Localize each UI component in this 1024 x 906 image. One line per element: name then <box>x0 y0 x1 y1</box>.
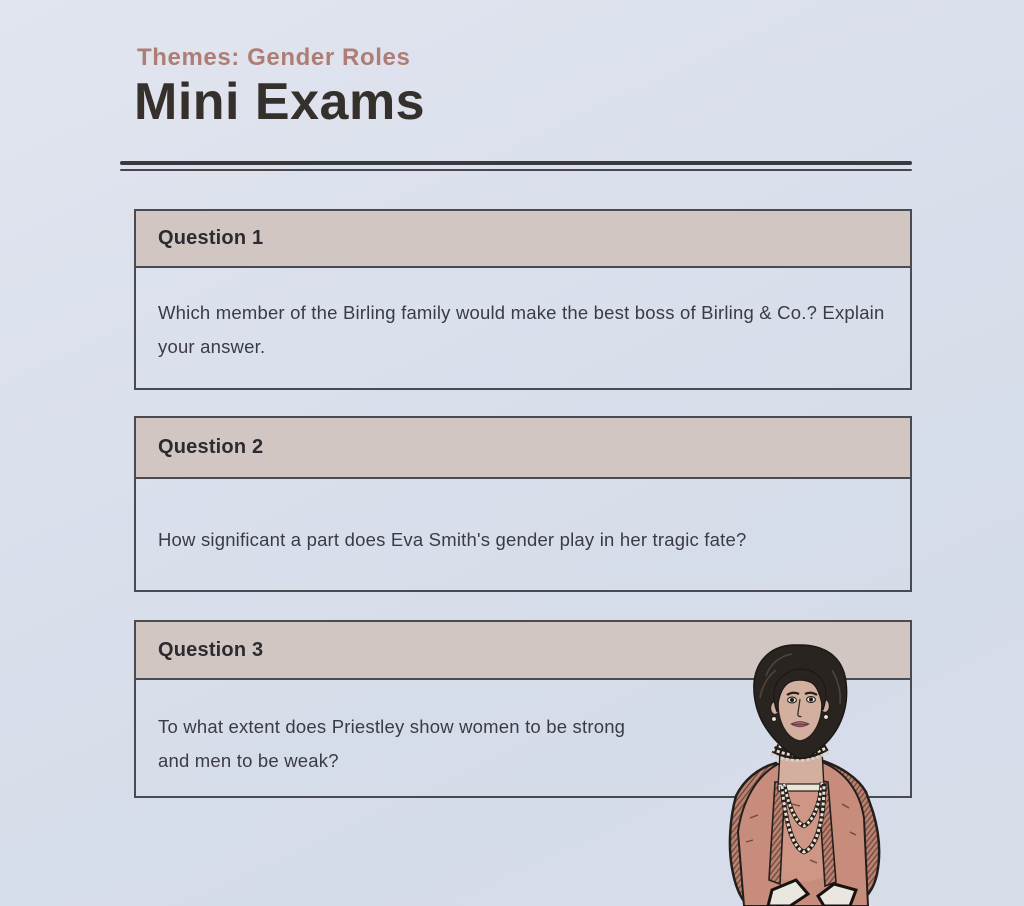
question-2-header <box>136 418 910 479</box>
page-title: Mini Exams <box>134 73 426 131</box>
double-rule-divider <box>120 161 912 171</box>
page-subtitle: Themes: Gender Roles <box>137 44 411 71</box>
question-2-label: Question 2 <box>158 436 264 458</box>
question-box-2 <box>134 416 912 592</box>
divider-line-top <box>120 161 912 165</box>
question-1-label: Question 1 <box>158 227 264 249</box>
mrs-birling-illustration <box>722 636 912 906</box>
question-box-1 <box>134 209 912 390</box>
divider-line-bottom <box>120 169 912 171</box>
question-1-header <box>136 211 910 268</box>
question-2-text: How significant a part does Eva Smith's gender play in her tragic fate? <box>158 529 747 550</box>
question-1-text: Which member of the Birling family would make the best boss of Birling & Co.? Explain your answer. <box>158 302 885 357</box>
question-3-label: Question 3 <box>158 638 264 661</box>
question-3-text: To what extent does Priestley show women to be strong and men to be weak? <box>158 716 626 771</box>
